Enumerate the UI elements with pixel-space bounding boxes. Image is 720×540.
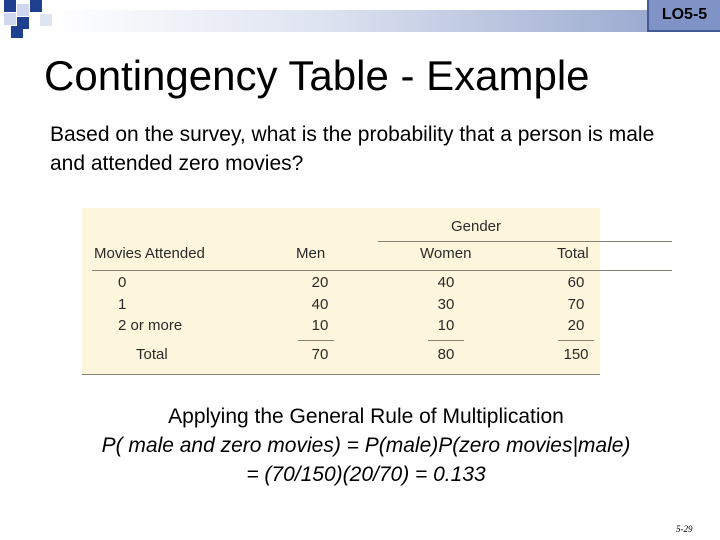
rule-formula: P( male and zero movies) = P(male)P(zero movies|male) (101, 434, 631, 457)
table-cell: 0 (118, 274, 127, 291)
cube-icon (4, 0, 16, 12)
header-divider (92, 270, 672, 271)
table-cell: 40 (437, 274, 455, 291)
sum-divider (558, 340, 594, 341)
table-cell: Total (136, 346, 168, 363)
question-text: Based on the survey, what is the probability that a person is male and attended zero movies? (50, 123, 655, 175)
sum-divider (298, 340, 334, 341)
table-cell: 70 (567, 296, 585, 313)
table-cell: 20 (567, 317, 585, 334)
table-cell: 80 (437, 346, 455, 363)
table-cell: 10 (311, 317, 329, 334)
table-cell: 20 (311, 274, 329, 291)
learning-objective-tag: LO5-5 (647, 0, 720, 32)
table-cell: 60 (567, 274, 585, 291)
table-cell: 1 (118, 296, 127, 313)
table-cell: 2 or more (118, 317, 183, 334)
cube-icon (17, 4, 29, 16)
column-header: Men (296, 245, 326, 262)
cube-icon (30, 0, 42, 12)
group-header: Gender (450, 218, 502, 235)
table-cell: 70 (311, 346, 329, 363)
multiplication-rule (60, 402, 672, 489)
rule-heading: Applying the General Rule of Multiplication (168, 405, 564, 428)
cube-icon (40, 14, 52, 26)
rule-computation: = (70/150)(20/70) = 0.133 (246, 463, 486, 486)
table-cell: 40 (311, 296, 329, 313)
cube-icon (4, 13, 16, 25)
column-header: Women (420, 245, 472, 262)
cube-icon (11, 26, 23, 38)
slide-title: Contingency Table - Example (44, 52, 590, 99)
group-divider (378, 241, 672, 242)
title-bar-gradient (48, 10, 720, 32)
column-header: Total (557, 245, 589, 262)
column-header: Movies Attended (94, 245, 205, 262)
table-cell: 30 (437, 296, 455, 313)
table-cell: 10 (437, 317, 455, 334)
page-number: 5-29 (676, 524, 693, 534)
table-cell: 150 (563, 346, 589, 363)
sum-divider (428, 340, 464, 341)
contingency-table (82, 208, 600, 375)
